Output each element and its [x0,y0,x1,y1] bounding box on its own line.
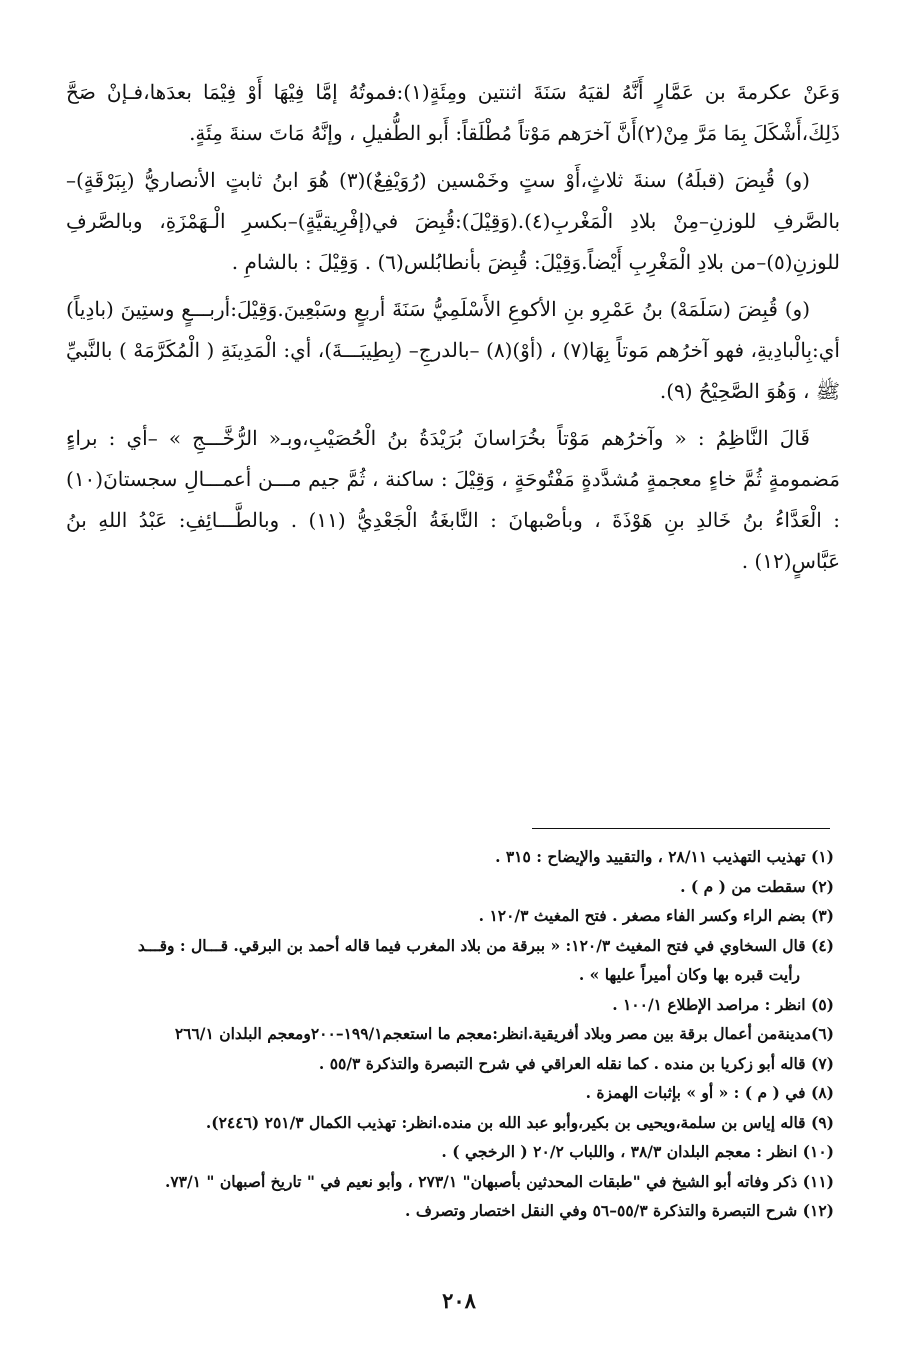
footnote-4: (٤) قال السخاوي في فتح المغيث ١٢٠/٣: « ببرقة من بلاد المغرب فيما قاله أحمد بن البرقي. قـــال : وقـــد [137,935,834,955]
paragraph-2: (و) قُبِضَ (قبلَهُ) سنةَ ثلاثٍ،أَوْ ستٍ وخَمْسين (رُوَيْفِعٌ)(٣) هُوَ ابنُ ثابتٍ الأنصاريُّ (بِبَرْقَةٍ)–بالصَّرفِ للوزنِ–مِنْ بلادِ الْمَغْربِ(٤).(وَقِيْلَ):قُبِضَ في(إفْرِيقيَّةٍ)–بكسرِ الْـهَمْزَةِ، وبالصَّرفِ للوزنِ(٥)–من بلادِ الْمَغْرِبِ أَيْضاً.وَقِيْلَ: قُبِضَ بأنطابُلس(٦) . وَقِيْلَ : بالشامِ . [66,168,841,274]
paragraph-4: قَالَ النَّاظِمُ : « وآخرُهم مَوْتاً بخُرَاسانَ بُرَيْدَةُ بنُ الْحُصَيْبِ،وبـ« الرُّخَّـــجِ » –أي : براءٍ مَضمومةٍ ثُمَّ خاءٍ معجمةٍ مُشدَّدةٍ مَفْتُوحَةٍ ، وَقِيْلَ : ساكنة ، ثُمَّ جيم مـــن أعمـــالِ سجستانَ(١٠) : الْعَدَّاءُ بنُ خَالدِ بنِ هَوْذَةَ ، وبأصْبهانَ : النَّابغَةُ الْجَعْدِيُّ (١١) . وبالطَّـــائِفِ: عَبْدُ اللهِ بنُ عَبَّاسٍ(١٢) . [66,426,841,573]
footnote-4-continuation: رأيت قبره بها وكان أميراً عليها » . [578,965,800,984]
footnote-12: (١٢) شرح التبصرة والتذكرة ٥٥/٣–٥٦ وفي النقل اختصار وتصرف . [405,1201,834,1220]
footnote-5: (٥) انظر : مراصد الإطلاع ١٠٠/١ . [612,994,834,1014]
footnote-9: (٩) قاله إياس بن سلمة،ويحيى بن بكير،وأبو عبد الله بن منده.انظر: تهذيب الكمال ٢٥١/٣ (٢٤٤٦). [205,1112,834,1132]
footnote-divider [532,828,830,829]
footnotes [66,842,834,1226]
footnote-8: (٨) في ( م ) : « أو » بإثبات الهمزة . [585,1083,834,1102]
main-text [66,72,840,588]
footnote-2: (٢) سقطت من ( م ) . [680,876,834,896]
footnote-6: (٦)مدينةمن أعمال برقة بين مصر وبلاد أفريقية.انظر:معجم ما استعجم١٩٩/١–٢٠٠ومعجم البلدان ٢٦٦/١ [174,1024,834,1043]
footnote-1: (١) تهذيب التهذيب ٢٨/١١ ، والتقييد والإيضاح : ٣١٥ . [495,847,834,866]
page-number: ٢٠٨ [442,1288,476,1313]
footnote-11: (١١) ذكر وفاته أبو الشيخ في "طبقات المحدثين بأصبهان" ٢٧٣/١ ، وأبو نعيم في " تاريخ أصبهان " ٧٣/١. [164,1171,834,1191]
footnote-3: (٣) بضم الراء وكسر الفاء مصغر . فتح المغيث ١٢٠/٣ . [478,906,834,925]
paragraph-1: وَعَنْ عكرمةَ بن عَمَّارٍ أَنَّهُ لقيَهُ سَنَةَ اثنتين ومِئَةٍ(١):فموتُهُ إمَّا فِيْهَا أَوْ فِيْمَا بعدَها،فـإنْ صَحَّ ذَلِكَ،أَشْكَلَ بِمَا مَرَّ مِنْ(٢)أَنَّ آخرَهم مَوْتاً مُطْلَقاً: أَبو الطُّفيلِ ، وإنَّهُ مَاتَ سنةَ مِئَةٍ. [66,80,840,145]
footnote-7: (٧) قاله أبو زكريا بن منده . كما نقله العراقي في شرح التبصرة والتذكرة ٥٥/٣ . [318,1053,834,1073]
footnote-10: (١٠) انظر : معجم البلدان ٣٨/٣ ، واللباب ٢٠/٢ ( الرخجي ) . [441,1142,834,1161]
paragraph-3: (و) قُبِضَ (سَلَمَهْ) بنُ عَمْرِو بنِ الأكوعِ الأَسْلَمِيُّ سَنَةَ أربعٍ وسَبْعِينَ.وَقِيْلَ:أربـــعٍ وستِينَ (بادِياً) أي:بِالْبادِيةِ، فهو آخرُهم مَوتاً بِهَا(٧) ، (أوْ)(٨) –بالدرجِ– (بِطِيبَـــةَ)، أي: الْمَدِينَةِ ( الْمُكَرَّمَهْ ) بالنَّبيِّ ﷺ ، وَهُوَ الصَّحِيْحُ (٩). [66,297,840,403]
